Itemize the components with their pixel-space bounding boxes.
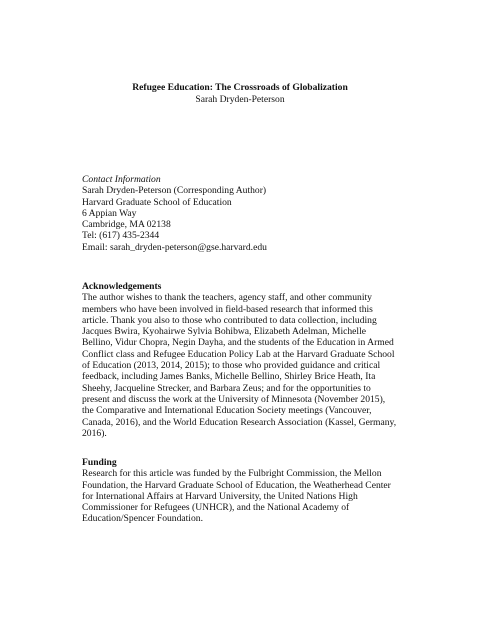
funding-section [82,457,412,525]
acknowledgements-line: Conflict class and Refugee Education Policy Lab at the Harvard Graduate School [82,348,395,360]
contact-line: 6 Appian Way [82,207,137,219]
contact-line: Sarah Dryden-Peterson (Corresponding Author) [82,185,267,197]
acknowledgements-line: article. Thank you also to those who contributed to data collection, including [82,314,377,326]
acknowledgements-line: Bellino, Vidur Chopra, Negin Dayha, and the students of the Education in Armed [82,337,394,349]
acknowledgements-line: members who have been involved in field-based research that informed this [82,303,373,315]
funding-line: Foundation, the Harvard Graduate School of Education, the Weatherhead Center [82,479,391,491]
contact-line: Email: sarah_dryden-peterson@gse.harvard.edu [82,241,267,253]
contact-line: Cambridge, MA 02138 [82,219,171,231]
acknowledgements-line: Sheehy, Jacqueline Strecker, and Barbara Zeus; and for the opportunities to [82,382,371,394]
contact-heading: Contact Information [82,174,161,185]
acknowledgements-line: Canada, 2016), and the World Education Research Association (Kassel, Germany, [82,416,397,428]
funding-line: for International Affairs at Harvard University, the United Nations High [82,490,358,502]
acknowledgements-line: The author wishes to thank the teachers, agency staff, and other community [82,292,372,304]
acknowledgements-heading: Acknowledgements [82,281,162,292]
acknowledgements-line: present and discuss the work at the University of Minnesota (November 2015), [82,393,386,405]
author-name: Sarah Dryden-Peterson [195,93,285,105]
funding-line: Commissioner for Refugees (UNHCR), and the National Academy of [82,502,350,514]
funding-heading: Funding [82,457,117,468]
acknowledgements-line: Jacques Bwira, Kyohairwe Sylvia Bohibwa, Elizabeth Adelman, Michelle [82,326,367,338]
funding-line: Research for this article was funded by the Fulbright Commission, the Mellon [82,468,382,480]
acknowledgements-line: the Comparative and International Education Society meetings (Vancouver, [82,405,372,417]
funding-line: Education/Spencer Foundation. [82,513,203,525]
acknowledgements-line: feedback, including James Banks, Michelle Bellino, Shirley Brice Heath, Ita [82,371,376,383]
acknowledgements-line: 2016). [82,427,107,439]
acknowledgements-section [82,281,412,439]
title-block [0,82,480,105]
page-title: Refugee Education: The Crossroads of Globalization [132,82,348,93]
contact-line: Tel: (617) 435-2344 [82,230,160,242]
acknowledgements-line: of Education (2013, 2014, 2015); to those who provided guidance and critical [82,360,381,372]
contact-section [82,174,412,253]
contact-line: Harvard Graduate School of Education [82,196,232,208]
